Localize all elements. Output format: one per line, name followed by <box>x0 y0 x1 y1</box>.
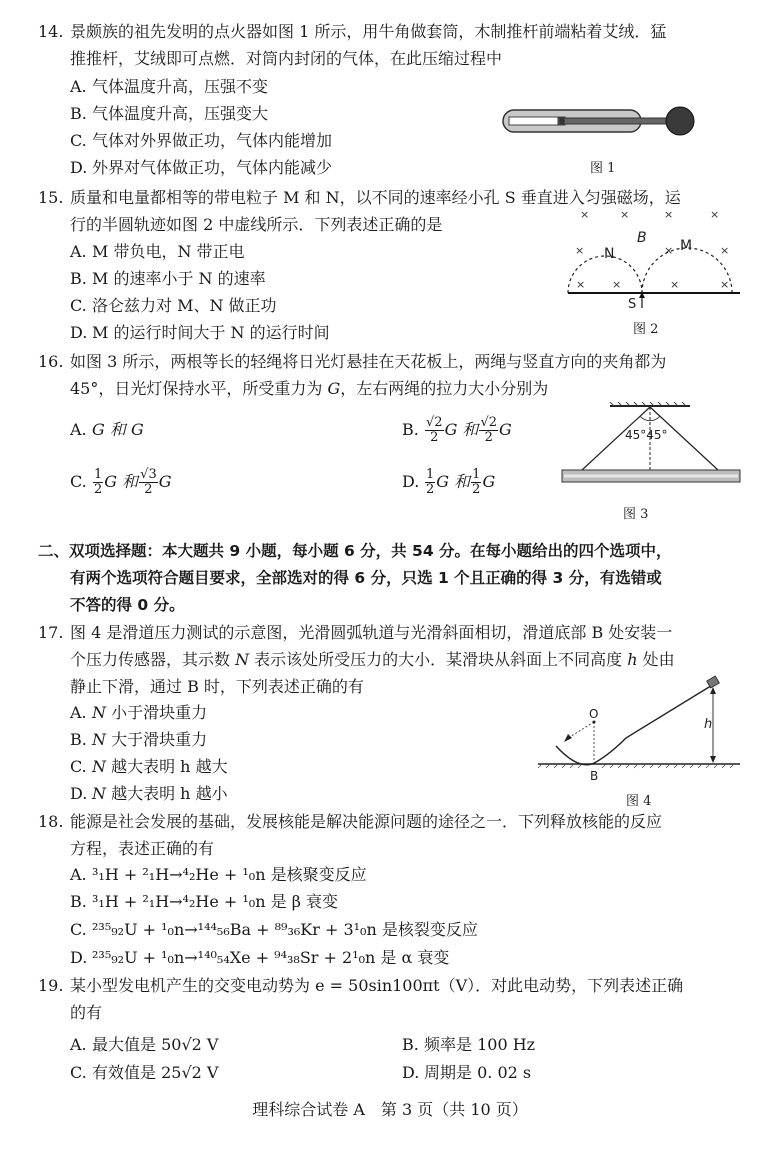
q18-stem-line1 <box>38 812 662 832</box>
option-label: A. <box>70 242 87 261</box>
section-2-header-line2: 有两个选项符合题目要求，全部选对的得 6 分，只选 1 个且正确的得 3 分，有选错或 <box>70 569 662 587</box>
svg-text:M: M <box>680 238 693 254</box>
svg-text:S: S <box>628 297 637 312</box>
option-label: A. <box>70 703 87 722</box>
option-label: C. <box>70 131 87 150</box>
q14-stem-line1 <box>38 22 666 42</box>
q16-number: 16. <box>38 352 64 371</box>
q14-option-b[interactable] <box>70 104 268 124</box>
q15-number: 15. <box>38 188 64 207</box>
q19-option-b[interactable] <box>402 1035 535 1055</box>
q17-stem-line1 <box>38 623 672 643</box>
option-text: 周期是 0. 02 s <box>424 1063 532 1082</box>
svg-text:O: O <box>589 707 599 721</box>
option-text: 有效值是 25√2 V <box>92 1063 219 1082</box>
option-label: C. <box>70 472 87 491</box>
nuclear-equation: ³₁H + ²₁H→⁴₂He + ¹₀n <box>92 892 266 911</box>
q16-option-b[interactable] <box>402 410 512 450</box>
fraction: $\frac{1}{2}$ <box>426 467 435 497</box>
q17-option-a[interactable] <box>70 703 207 723</box>
q17-stem-text1: 图 4 是滑道压力测试的示意图，光滑圆弧轨道与光滑斜面相切，滑道底部 B 处安装一 <box>70 623 673 642</box>
q14-stem-line2: 推推杆，艾绒即可点燃．对筒内封闭的气体，在此压缩过程中 <box>70 49 503 68</box>
option-text: 洛仑兹力对 M、N 做正功 <box>92 296 277 315</box>
q15-option-a[interactable] <box>70 242 245 262</box>
q18-option-a[interactable] <box>70 865 367 885</box>
option-label: A. <box>70 1035 87 1054</box>
option-text: 气体温度升高，压强不变 <box>92 77 269 96</box>
q17-stem-line3: 静止下滑，通过 B 时，下列表述正确的有 <box>70 677 364 696</box>
figure-1-fire-piston <box>500 98 700 148</box>
option-text: 越大表明 h 越小 <box>106 784 228 803</box>
figure-4-slide-track <box>536 672 742 784</box>
q18-option-c[interactable] <box>70 920 478 940</box>
option-label: A. <box>70 77 87 96</box>
option-text: M 的运行时间大于 N 的运行时间 <box>92 323 330 342</box>
option-label: D. <box>70 948 88 967</box>
stem-text: ，左右两绳的拉力大小分别为 <box>340 379 549 398</box>
option-label: B. <box>402 420 419 439</box>
stem-text: 处由 <box>637 650 675 669</box>
q15-option-c[interactable] <box>70 296 277 316</box>
q19-option-a[interactable] <box>70 1035 218 1055</box>
option-label: D. <box>402 1063 420 1082</box>
figure-1-caption: 图 1 <box>590 161 616 176</box>
svg-text:B: B <box>590 769 599 783</box>
option-label: B. <box>70 730 87 749</box>
option-label: A. <box>70 420 87 439</box>
var-h: h <box>627 650 638 669</box>
svg-text:B: B <box>637 230 647 246</box>
option-text: 是核裂变反应 <box>376 920 478 939</box>
option-text: G 和 <box>436 472 471 491</box>
q16-stem-line2 <box>70 379 548 399</box>
option-label: B. <box>402 1035 419 1054</box>
var-n: N <box>92 784 106 803</box>
q17-option-d[interactable] <box>70 784 228 804</box>
option-text: G 和 G <box>92 420 144 439</box>
svg-text:×: × <box>612 278 622 291</box>
stem-text: 个压力传感器，其示数 <box>70 650 236 669</box>
option-text: 频率是 100 Hz <box>424 1035 536 1054</box>
q19-option-c[interactable] <box>70 1063 218 1083</box>
q15-stem-text1: 质量和电量都相等的带电粒子 M 和 N，以不同的速率经小孔 S 垂直进入匀强磁场，运 <box>70 188 681 207</box>
option-label: A. <box>70 865 87 884</box>
q19-number: 19. <box>38 976 64 995</box>
q17-option-b[interactable] <box>70 730 207 750</box>
option-text: 气体温度升高，压强变大 <box>92 104 269 123</box>
option-label: C. <box>70 296 87 315</box>
svg-text:N: N <box>604 246 615 262</box>
option-text: 是 α 衰变 <box>375 948 450 967</box>
fraction: $\frac{√2}{2}$ <box>480 415 497 445</box>
option-label: D. <box>70 784 88 803</box>
svg-text:×: × <box>670 278 680 291</box>
figure-2-magnetic-field <box>560 202 750 314</box>
q19-stem-text1: 某小型发电机产生的交变电动势为 e = 50sin100πt（V）．对此电动势，下列表述正确 <box>70 976 684 995</box>
option-text: 气体对外界做正功，气体内能增加 <box>92 131 333 150</box>
figure-4-caption: 图 4 <box>626 794 652 809</box>
q18-option-b[interactable] <box>70 892 338 912</box>
field-crosses <box>575 208 729 291</box>
section-2-header-line1: 二、双项选择题：本大题共 9 小题，每小题 6 分，共 54 分。在每小题给出的四个选项中， <box>38 542 672 560</box>
option-text: 最大值是 50√2 V <box>92 1035 219 1054</box>
option-text: 小于滑块重力 <box>106 703 208 722</box>
svg-text:×: × <box>664 244 674 257</box>
q14-stem-text1: 景颇族的祖先发明的点火器如图 1 所示，用牛角做套筒，木制推杆前端粘着艾绒．猛 <box>70 22 667 41</box>
q14-number: 14. <box>38 22 64 41</box>
svg-text:×: × <box>575 244 585 257</box>
var-n: N <box>92 757 106 776</box>
var-n: N <box>92 703 106 722</box>
option-label: C. <box>70 757 87 776</box>
q19-option-d[interactable] <box>402 1063 531 1083</box>
figure-3-caption: 图 3 <box>623 507 649 522</box>
option-text: M 带负电，N 带正电 <box>92 242 245 261</box>
q15-option-b[interactable] <box>70 269 266 289</box>
option-label: B. <box>70 269 87 288</box>
stem-text: 45°，日光灯保持水平，所受重力为 <box>70 379 328 398</box>
fraction: $\frac{√3}{2}$ <box>140 467 157 497</box>
var-n: N <box>92 730 106 749</box>
option-label: D. <box>70 158 88 177</box>
svg-text:h: h <box>704 717 713 732</box>
svg-text:×: × <box>720 244 730 257</box>
q16-option-a[interactable] <box>70 420 144 440</box>
section-2-header-line3: 不答的得 0 分。 <box>70 596 185 614</box>
fraction: $\frac{1}{2}$ <box>94 467 103 497</box>
q19-stem-line2: 的有 <box>70 1003 103 1022</box>
q17-stem-line2 <box>70 650 675 670</box>
option-text: M 的速率小于 N 的速率 <box>92 269 266 288</box>
q16-stem-text1: 如图 3 所示，两根等长的轻绳将日光灯悬挂在天花板上，两绳与竖直方向的夹角都为 <box>70 352 667 371</box>
q18-stem-text1: 能源是社会发展的基础，发展核能是解决能源问题的途径之一．下列释放核能的反应 <box>70 812 663 831</box>
svg-text:×: × <box>664 208 674 221</box>
fraction: $\frac{1}{2}$ <box>472 467 481 497</box>
q17-number: 17. <box>38 623 64 642</box>
var-g: G <box>499 420 512 439</box>
figure-3-fluorescent-lamp <box>560 402 745 492</box>
option-text: 是核聚变反应 <box>265 865 367 884</box>
q18-stem-line2: 方程，表述正确的有 <box>70 839 215 858</box>
svg-text:×: × <box>580 208 590 221</box>
svg-text:×: × <box>620 208 630 221</box>
option-text: G 和 <box>104 472 139 491</box>
option-label: D. <box>70 323 88 342</box>
q16-option-c[interactable] <box>70 462 172 502</box>
q18-option-d[interactable] <box>70 948 449 968</box>
option-label: D. <box>402 472 420 491</box>
svg-text:×: × <box>720 278 730 291</box>
q18-number: 18. <box>38 812 64 831</box>
var-g: G <box>158 472 172 491</box>
stem-text: 表示该处所受压力的大小．某滑块从斜面上不同高度 <box>249 650 628 669</box>
q17-option-c[interactable] <box>70 757 228 777</box>
option-label: B. <box>70 892 87 911</box>
option-text: G 和 <box>444 420 479 439</box>
q15-option-d[interactable] <box>70 323 330 343</box>
fraction: $\frac{√2}{2}$ <box>426 415 443 445</box>
var-g: G <box>327 379 341 398</box>
nuclear-equation: ²³⁵₉₂U + ¹₀n→¹⁴⁴₅₆Ba + ⁸⁹₃₆Kr + 3¹₀n <box>92 920 377 939</box>
page-footer: 理科综合试卷 A 第 3 页（共 10 页） <box>252 1100 528 1119</box>
q16-stem-line1 <box>38 352 666 372</box>
var-g: G <box>482 472 496 491</box>
q14-option-a[interactable] <box>70 77 268 97</box>
option-text: 是 β 衰变 <box>265 892 339 911</box>
option-text: 大于滑块重力 <box>106 730 208 749</box>
nuclear-equation: ³₁H + ²₁H→⁴₂He + ¹₀n <box>92 865 266 884</box>
q19-stem-line1 <box>38 976 683 996</box>
svg-text:×: × <box>710 208 720 221</box>
q14-option-c[interactable] <box>70 131 332 151</box>
q14-option-d[interactable] <box>70 158 332 178</box>
nuclear-equation: ²³⁵₉₂U + ¹₀n→¹⁴⁰₅₄Xe + ⁹⁴₃₈Sr + 2¹₀n <box>92 948 376 967</box>
q15-stem-line2: 行的半圆轨迹如图 2 中虚线所示．下列表述正确的是 <box>70 215 443 234</box>
option-text: 外界对气体做正功，气体内能减少 <box>92 158 333 177</box>
option-label: C. <box>70 920 87 939</box>
q16-option-d[interactable] <box>402 462 495 502</box>
svg-text:×: × <box>576 278 586 291</box>
option-label: B. <box>70 104 87 123</box>
svg-text:45°45°: 45°45° <box>625 428 668 442</box>
figure-2-caption: 图 2 <box>633 322 659 337</box>
option-label: C. <box>70 1063 87 1082</box>
var-n: N <box>235 650 250 669</box>
option-text: 越大表明 h 越大 <box>106 757 228 776</box>
